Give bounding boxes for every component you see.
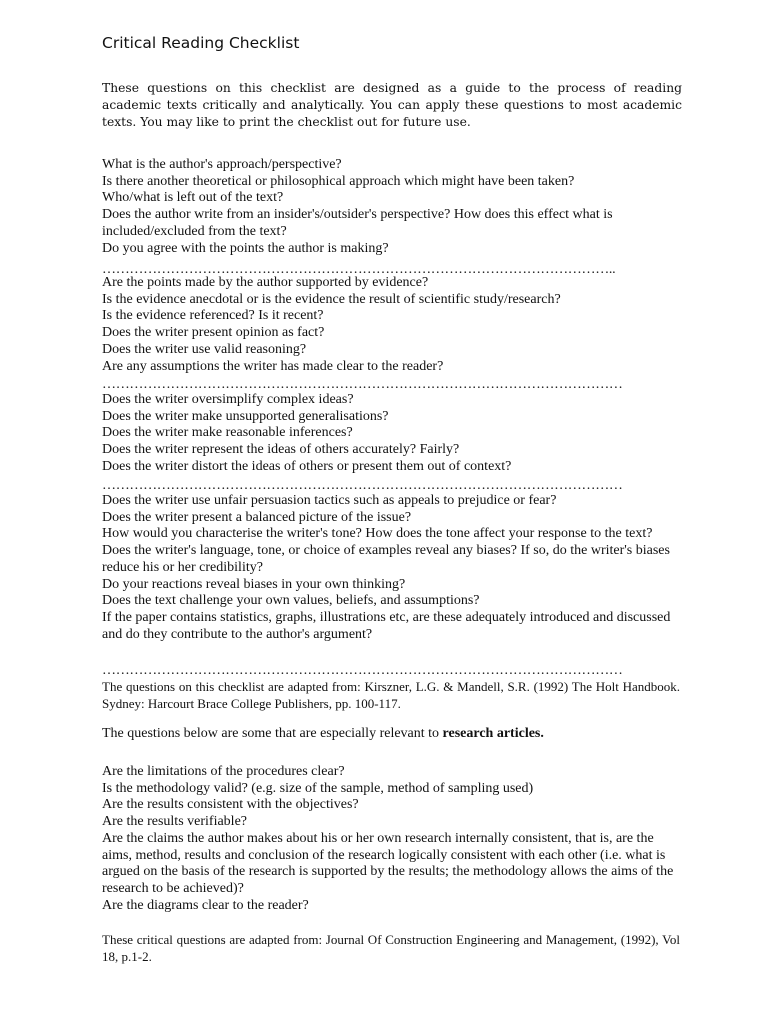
question-item: Is the evidence referenced? Is it recent? — [102, 308, 324, 324]
question-item: Are the limitations of the procedures clear? — [102, 764, 345, 779]
source-note-holt: The questions on this checklist are adapted from: Kirszner, L.G. & Mandell, S.R. (1992) The Holt Handbook. Sydney: Harcourt Brace College Publishers, pp. 100-117. — [102, 679, 680, 711]
question-item: Is there another theoretical or philosophical approach which might have been taken? — [102, 173, 575, 189]
checklist-section-2 — [102, 275, 682, 375]
research-lead — [102, 726, 544, 742]
question-item: Is the methodology valid? (e.g. size of the sample, method of sampling used) — [102, 780, 534, 796]
question-item: Does the writer's language, tone, or choice of examples reveal any biases? If so, do the writer's biases reduce his or her credibility? — [102, 543, 670, 575]
question-item: Are the diagrams clear to the reader? — [102, 897, 309, 913]
question-item: If the paper contains statistics, graphs, illustrations etc, are these adequately introduced and discussed and do they contribute to the author's argument? — [102, 609, 671, 642]
question-item: Does the text challenge your own values, beliefs, and assumptions? — [102, 593, 480, 609]
checklist-section-3 — [102, 392, 682, 476]
question-item: Are the points made by the author supported by evidence? — [102, 275, 429, 290]
research-questions — [102, 764, 682, 914]
section-separator: …………………………………………………………………………………………………… — [102, 664, 623, 678]
research-lead-bold: research articles. — [442, 726, 544, 741]
question-item: Are any assumptions the writer has made clear to the reader? — [102, 358, 444, 374]
question-item: Does the writer make unsupported generalisations? — [102, 408, 389, 424]
question-item: Who/what is left out of the text? — [102, 190, 284, 206]
question-item: Does the writer oversimplify complex ideas? — [102, 392, 354, 407]
question-item: Does the writer distort the ideas of others or present them out of context? — [102, 458, 512, 474]
question-item: Does the writer present a balanced picture of the issue? — [102, 509, 412, 525]
question-item: Does the writer make reasonable inferences? — [102, 425, 353, 441]
question-item: Does the writer use valid reasoning? — [102, 341, 307, 357]
checklist-section-1 — [102, 157, 682, 257]
source-note-journal: These critical questions are adapted from: Journal Of Construction Engineering and Management, (1992), Vol 18, p.1-2. — [102, 932, 680, 964]
question-item: Are the results verifiable? — [102, 814, 247, 830]
question-item: Does the writer use unfair persuasion tactics such as appeals to prejudice or fear? — [102, 493, 557, 508]
checklist-section-4 — [102, 493, 682, 643]
section-separator: …………………………………………………………………………………………………… — [102, 479, 623, 493]
question-item: Do you agree with the points the author is making? — [102, 240, 389, 256]
question-item: Is the evidence anecdotal or is the evidence the result of scientific study/research? — [102, 291, 561, 307]
section-separator: …………………………………………………………………………………………………… — [102, 378, 623, 392]
question-item: Do your reactions reveal biases in your own thinking? — [102, 576, 406, 592]
question-item: What is the author's approach/perspective? — [102, 157, 342, 172]
research-lead-text: The questions below are some that are especially relevant to — [102, 726, 443, 741]
question-item: Does the writer present opinion as fact? — [102, 325, 325, 341]
question-item: How would you characterise the writer's tone? How does the tone affect your response to the text? — [102, 526, 653, 542]
intro-paragraph: These questions on this checklist are designed as a guide to the process of reading academic texts critically and analytically. You can apply these questions to most academic texts. You may like to print the checklist out for future use. — [102, 81, 682, 129]
question-item: Are the results consistent with the objectives? — [102, 797, 359, 813]
page-title: Critical Reading Checklist — [102, 34, 300, 52]
question-item: Does the writer represent the ideas of others accurately? Fairly? — [102, 442, 460, 458]
question-item: Does the author write from an insider's/outsider's perspective? How does this effect what is included/excluded from the text? — [102, 207, 613, 239]
section-separator: ………………………………………………………………………………………………….. — [102, 263, 616, 277]
question-item: Are the claims the author makes about his or her own research internally consistent, that is, are the aims, method, results and conclusion of the research logically consistent with each other (i.e. what is argued on the basis of the research is supported by the results; the methodology allows the aims of the research to be achieved)? — [102, 830, 674, 896]
